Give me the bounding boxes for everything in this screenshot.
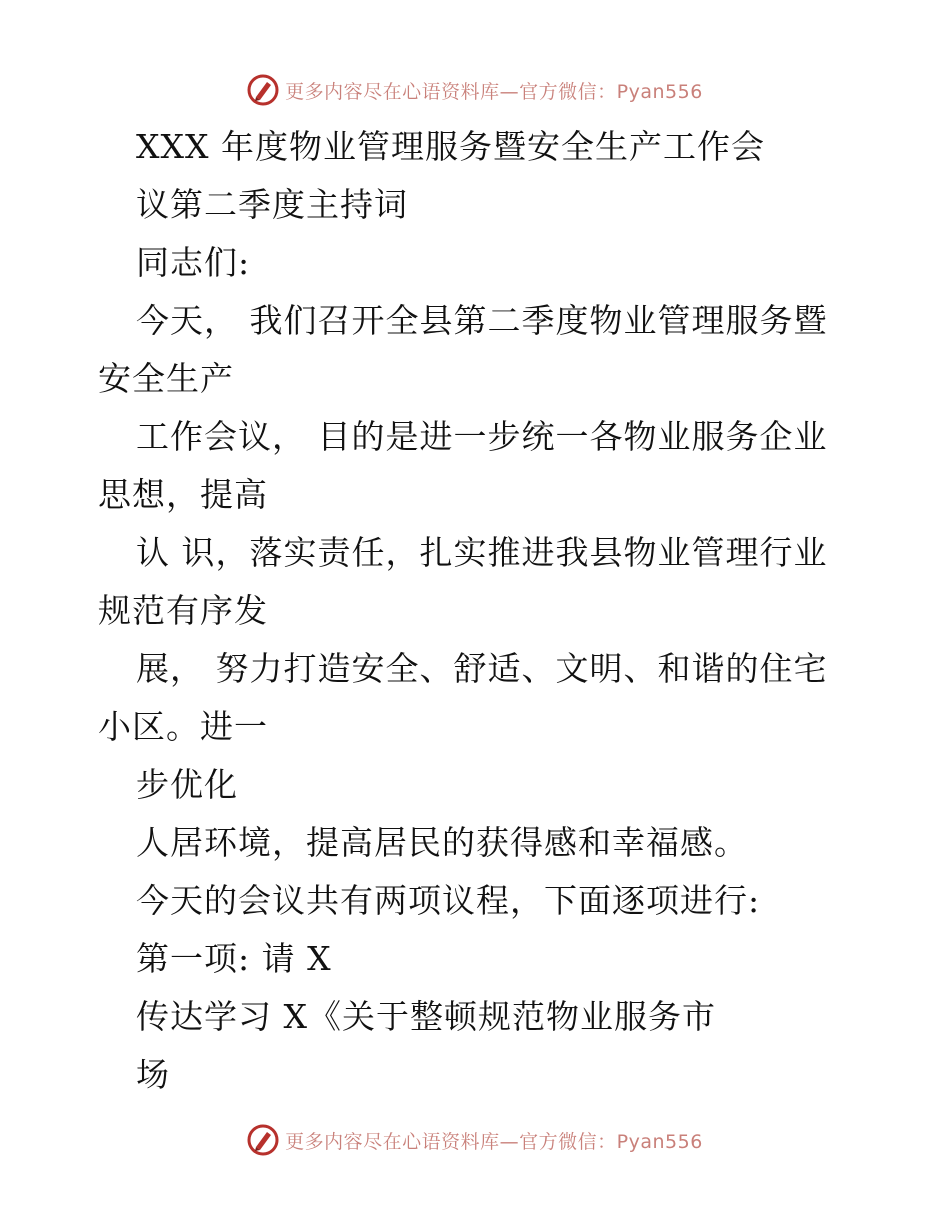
pen-logo-icon bbox=[247, 1124, 279, 1156]
doc-paragraph-line: 步优化 bbox=[136, 765, 238, 804]
doc-paragraph-line: 展， 努力打造安全、舒适、文明、和谐的住宅 bbox=[136, 649, 828, 688]
pen-logo-icon bbox=[247, 74, 279, 106]
doc-paragraph-line: 认 识，落实责任，扎实推进我县物业管理行业 bbox=[136, 533, 828, 572]
header-banner-text: 更多内容尽在心语资料库—官方微信：Pyan556 bbox=[285, 80, 703, 103]
doc-paragraph-line: 小区。进一 bbox=[98, 707, 268, 746]
doc-paragraph-line: 传达学习 X《关于整顿规范物业服务市 bbox=[136, 997, 716, 1036]
header-banner bbox=[0, 70, 950, 110]
doc-paragraph-line: 安全生产 bbox=[98, 359, 234, 398]
footer-banner bbox=[0, 1120, 950, 1160]
doc-agenda-item-1: 第一项: 请 X bbox=[136, 939, 332, 978]
doc-paragraph-line: 场 bbox=[136, 1055, 170, 1094]
document-body bbox=[98, 118, 838, 1104]
doc-paragraph-line: 工作会议， 目的是进一步统一各物业服务企业 bbox=[136, 417, 828, 456]
doc-paragraph-line: 规范有序发 bbox=[98, 591, 268, 630]
doc-paragraph-line: 今天， 我们召开全县第二季度物业管理服务暨 bbox=[136, 301, 828, 340]
doc-title-line-2: 议第二季度主持词 bbox=[136, 185, 408, 224]
doc-paragraph-line: 人居环境，提高居民的获得感和幸福感。 bbox=[136, 823, 748, 862]
doc-title-line-1: XXX 年度物业管理服务暨安全生产工作会 bbox=[136, 127, 765, 166]
doc-paragraph-line: 思想，提高 bbox=[98, 475, 268, 514]
footer-banner-text: 更多内容尽在心语资料库—官方微信：Pyan556 bbox=[285, 1130, 703, 1153]
doc-paragraph-line: 今天的会议共有两项议程，下面逐项进行: bbox=[136, 881, 761, 920]
doc-salutation: 同志们: bbox=[136, 243, 251, 282]
